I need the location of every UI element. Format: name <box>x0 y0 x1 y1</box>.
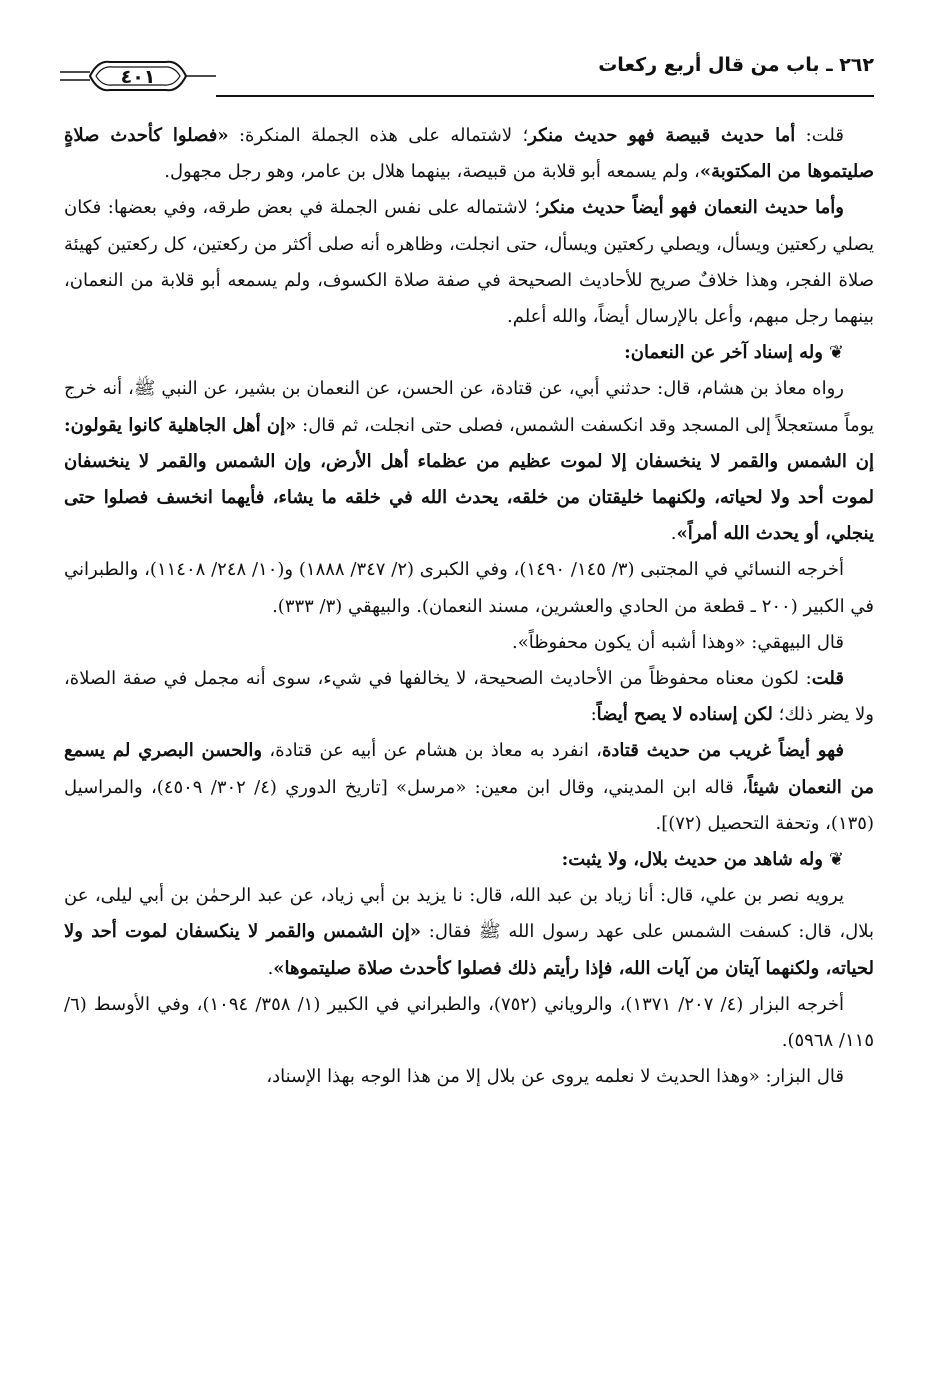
text: أخرجه البزار (٤/ ٢٠٧/ ١٣٧١)، والروياني (٧٥٢)، والطبراني في الكبير (١/ ٣٥٨/ ١٠٩٤)، وفي الأوسط (٦/ ١١٥/ ٥٩٦٨). <box>64 993 874 1052</box>
text: ؛ لاشتماله على نفس الجملة في بعض طرقه، وفي بعضها: فكان يصلي ركعتين ويسأل، ويصلي ركعتين ويسأل، حتى انجلت، وظاهره أنه صلى أكثر من ركعتين، كل ركعتين كهيئة صلاة الفجر، وهذا خلافٌ صريح للأحاديث الصحيحة في صفة صلاة الكسوف، ولم يسمعه أبو قلابة من النعمان، بينهما رجل مبهم، وأعل بالإرسال أيضاً، والله أعلم. <box>64 197 874 328</box>
paragraph <box>64 987 874 1059</box>
running-header <box>58 44 874 100</box>
text: : <box>590 704 597 726</box>
paragraph <box>64 190 874 335</box>
header-rule <box>216 95 874 97</box>
paragraph <box>64 625 874 661</box>
paragraph <box>64 1059 874 1095</box>
paragraph <box>64 661 874 733</box>
bold-text: «فصلوا كأحدث صلاةٍ صليتموها من المكتوبة» <box>64 125 874 183</box>
paragraph <box>64 371 874 552</box>
bold-text: قلت <box>811 668 844 690</box>
text: رواه معاذ بن هشام، قال: حدثني أبي، عن قتادة، عن الحسن، عن النعمان بن بشير، عن النبي ﷺ، أنه خرج يوماً مستعجلاً إلى المسجد وقد انكسفت الشمس، فصلى حتى انجلت، ثم قال: <box>64 378 874 436</box>
page-number: ٤٠١ <box>120 66 156 88</box>
text: : لكون معناه محفوظاً من الأحاديث الصحيحة، لا يخالفها في شيء، سوى أنه مجمل في صفة الصلاة، ولا يضر ذلك؛ <box>64 668 874 726</box>
subheading <box>64 842 874 878</box>
paragraph <box>64 552 874 624</box>
text: ؛ لاشتماله على هذه الجملة المنكرة: <box>228 125 529 146</box>
paragraph <box>64 733 874 842</box>
text: ، ولم يسمعه أبو قلابة من قبيصة، بينهما هلال بن عامر، وهو رجل مجهول. <box>164 161 700 183</box>
bold-text: فهو أيضاً غريب من حديث قتادة <box>601 740 844 762</box>
bold-text: وله إسناد آخر عن النعمان: <box>624 342 823 364</box>
bold-text: وله شاهد من حديث بلال، ولا يثبت: <box>561 849 823 871</box>
page-number-frame <box>58 54 218 98</box>
bold-text: وأما حديث النعمان فهو أيضاً حديث منكر <box>540 197 844 219</box>
bold-text: والحسن البصري لم يسمع من النعمان شيئاً <box>64 740 874 798</box>
text: . <box>267 957 274 979</box>
text: أخرجه النسائي في المجتبى (٣/ ١٤٥/ ١٤٩٠)، وفي الكبرى (٢/ ٣٤٧/ ١٨٨٨) و(١٠/ ٢٤٨/ ١١٤٠٨)، والطبراني في الكبير (٢٠٠ ـ قطعة من الحادي والعشرين، مسند النعمان). والبيهقي (٣/ ٣٣٣). <box>64 559 874 617</box>
text: . <box>670 523 677 545</box>
text: ، انفرد به معاذ بن هشام عن أبيه عن قتادة، <box>262 740 602 762</box>
text: يرويه نصر بن علي، قال: أنا زياد بن عبد الله، قال: نا يزيد بن أبي زياد، عن عبد الرحمٰن بن أبي ليلى، عن بلال، قال: كسفت الشمس على عهد رسول الله ﷺ فقال: <box>64 885 874 943</box>
fleuron-icon: ❦ <box>828 342 844 364</box>
text: ، قاله ابن المديني، وقال ابن معين: «مرسل» [تاريخ الدوري (٤/ ٣٠٢/ ٤٥٠٩)، والمراسيل (١٣٥)، وتحفة التحصيل (٧٢)]. <box>64 776 874 834</box>
bold-text: لكن إسناده لا يصح أيضاً <box>596 704 773 726</box>
page-body <box>64 118 874 1095</box>
paragraph <box>64 118 874 190</box>
chapter-title: ٢٦٢ ـ باب من قال أربع ركعات <box>598 54 874 76</box>
text: قال البيهقي: «وهذا أشبه أن يكون محفوظاً». <box>511 631 844 653</box>
fleuron-icon: ❦ <box>828 849 844 871</box>
text: قال البزار: «وهذا الحديث لا نعلمه يروى عن بلال إلا من هذا الوجه بهذا الإسناد، <box>266 1066 844 1088</box>
bold-text: «إن أهل الجاهلية كانوا يقولون: إن الشمس والقمر لا ينخسفان إلا لموت عظيم من عظماء أهل الأرض، وإن الشمس والقمر لا ينخسفان لموت أحد ولا لحياته، ولكنهما خليقتان من خلقه، يحدث الله في خلقه ما يشاء، فأيهما انخسف فصلوا حتى ينجلي، أو يحدث الله أمراً» <box>64 414 874 545</box>
paragraph <box>64 878 874 987</box>
bold-text: «إن الشمس والقمر لا ينكسفان لموت أحد ولا لحياته، ولكنهما آيتان من آيات الله، فإذا رأيتم ذلك فصلوا كأحدث صلاة صليتموها» <box>64 921 874 979</box>
text: قلت: <box>795 125 844 146</box>
bold-text: أما حديث قبيصة فهو حديث منكر <box>528 125 796 146</box>
subheading <box>64 335 874 371</box>
